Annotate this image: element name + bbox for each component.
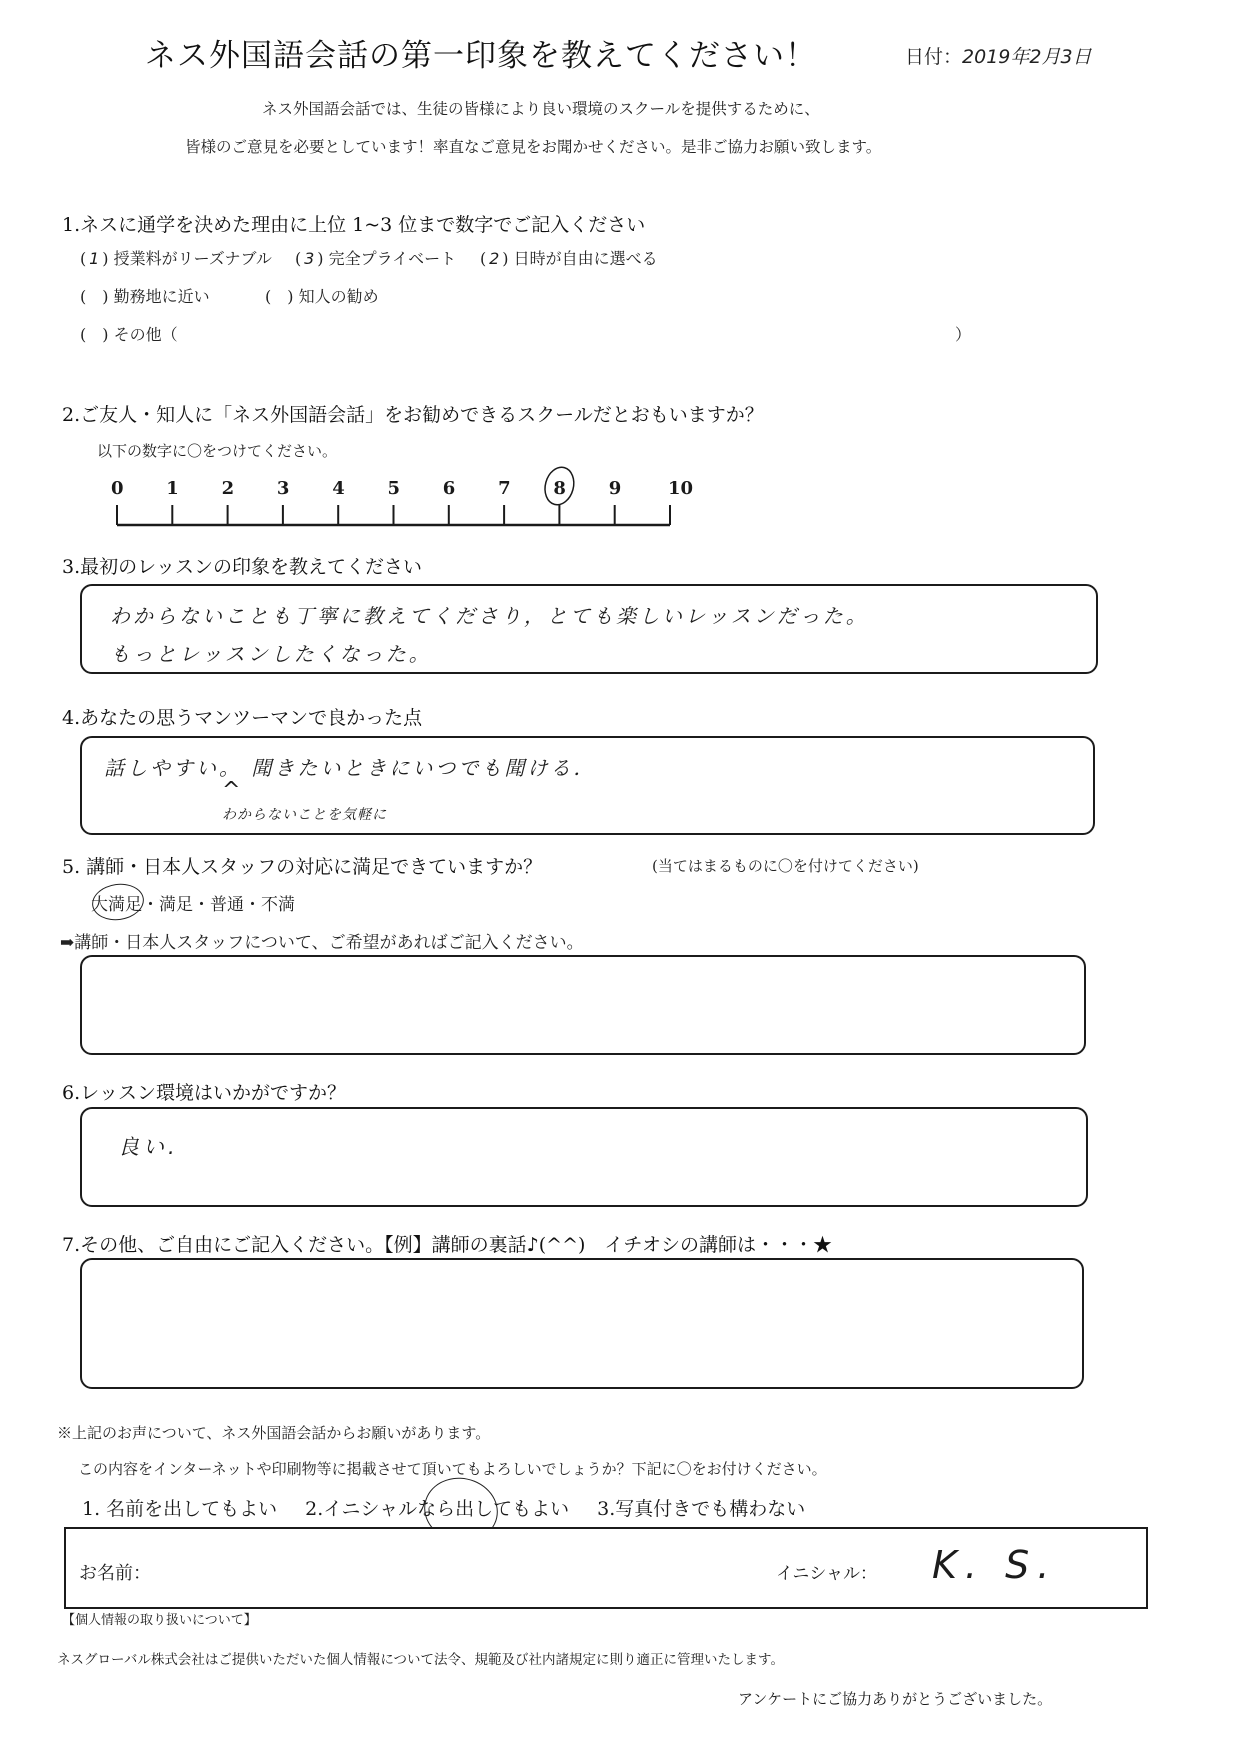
q1-rank: 1 bbox=[89, 249, 100, 268]
q1-option-label: 勤務地に近い bbox=[113, 287, 210, 306]
page-title: ネス外国語会話の第一印象を教えてください！ bbox=[145, 38, 817, 74]
scale-label-10[interactable]: 10 bbox=[668, 478, 694, 499]
scale-label-6[interactable]: 6 bbox=[442, 478, 456, 499]
q2-question: 2.ご友人・知人に「ネス外国語会話」をお勧めできるスクールだとおもいますか？ bbox=[62, 404, 764, 426]
q5-answer-box[interactable] bbox=[80, 955, 1086, 1055]
insert-caret-icon: ^ bbox=[222, 778, 241, 803]
selection-circle bbox=[90, 881, 147, 924]
privacy-text: ネスグローバル株式会社はご提供いただいた個人情報について法令、規範及び社内諸規定に則り適正に管理いたします。 bbox=[57, 1652, 784, 1668]
q1-option-label: 知人の勧め bbox=[298, 287, 379, 306]
q1-question: 1.ネスに通学を決めた理由に上位 1~3 位まで数字でご記入ください bbox=[62, 214, 646, 236]
scale-label-0[interactable]: 0 bbox=[111, 478, 124, 499]
consent-request: この内容をインターネットや印刷物等に掲載させて頂いてもよろしいでしょうか？下記に〇をお付けください。 bbox=[78, 1460, 827, 1478]
q5-choice-neutral[interactable]: 普通 bbox=[210, 895, 244, 915]
q1-option-label: 日時が自由に選べる bbox=[513, 249, 658, 268]
q6-question: 6.レッスン環境はいかがですか？ bbox=[62, 1082, 346, 1104]
consent-option-name[interactable]: 1. 名前を出してもよい bbox=[82, 1498, 278, 1520]
q1-option-3[interactable]: ( 2 ) 日時が自由に選べる bbox=[480, 249, 658, 268]
initial-label: イニシャル： bbox=[776, 1564, 877, 1584]
date-value: 2019年2月3日 bbox=[962, 46, 1092, 68]
q6-answer-box[interactable] bbox=[80, 1107, 1088, 1207]
scale-label-5[interactable]: 5 bbox=[387, 478, 401, 499]
separator: ・ bbox=[193, 895, 210, 915]
q1-option-6[interactable]: ( ) その他（ bbox=[80, 325, 178, 344]
q3-answer-line-2: もっとレッスンしたくなった。 bbox=[110, 642, 432, 666]
separator: ・ bbox=[142, 895, 159, 915]
privacy-heading: 【個人情報の取り扱いについて】 bbox=[62, 1613, 257, 1628]
date-label: 日付： bbox=[905, 46, 963, 68]
q4-question: 4.あなたの思うマンツーマンで良かった点 bbox=[62, 707, 423, 729]
scale-label-2[interactable]: 2 bbox=[221, 478, 235, 499]
intro-line-1: ネス外国語会話では、生徒の皆様により良い環境のスクールを提供するために、 bbox=[262, 100, 820, 118]
q5-choice-dissatisfied[interactable]: 不満 bbox=[261, 895, 295, 915]
q1-rank: 2 bbox=[489, 249, 500, 268]
arrow-right-icon: ➡ bbox=[60, 933, 75, 953]
q1-option-label: 授業料がリーズナブル bbox=[113, 249, 272, 268]
q5-followup-text: 講師・日本人スタッフについて、ご希望があればご記入ください。 bbox=[74, 933, 584, 953]
q1-rank: 3 bbox=[304, 249, 315, 268]
scale-label-7[interactable]: 7 bbox=[498, 478, 511, 499]
q1-option-2[interactable]: ( 3 ) 完全プライベート bbox=[295, 249, 457, 268]
q6-answer: 良い. bbox=[118, 1135, 179, 1159]
q5-question: 5. 講師・日本人スタッフの対応に満足できていますか？ bbox=[62, 856, 543, 878]
q1-option-4[interactable]: ( ) 勤務地に近い bbox=[80, 287, 210, 306]
thanks-text: アンケートにご協力ありがとうございました。 bbox=[738, 1690, 1053, 1708]
scale-label-1[interactable]: 1 bbox=[166, 478, 179, 499]
q5-instruction: (当てはまるものに〇を付けてください) bbox=[652, 857, 919, 875]
initial-field[interactable]: K. S. bbox=[932, 1543, 1058, 1587]
q1-option-label: 完全プライベート bbox=[328, 249, 457, 268]
rating-scale bbox=[0, 0, 1241, 560]
scale-label-8[interactable]: 8 bbox=[553, 478, 566, 499]
q7-answer-box[interactable] bbox=[80, 1258, 1084, 1389]
q5-choice-satisfied[interactable]: 満足 bbox=[159, 895, 193, 915]
q1-option-1[interactable]: ( 1 ) 授業料がリーズナブル bbox=[80, 249, 272, 268]
signature-box bbox=[64, 1527, 1148, 1609]
q3-answer-line-1: わからないことも丁寧に教えてくださり，とても楽しいレッスンだった。 bbox=[110, 604, 869, 628]
consent-option-photo[interactable]: 3.写真付きでも構わない bbox=[597, 1498, 806, 1520]
q5-followup bbox=[60, 928, 584, 953]
q1-option-5[interactable]: ( ) 知人の勧め bbox=[265, 287, 379, 306]
intro-line-2: 皆様のご意見を必要としています！率直なご意見をお聞かせください。是非ご協力お願い致します。 bbox=[185, 138, 882, 156]
q4-answer-box[interactable] bbox=[80, 736, 1095, 835]
q1-other-close: ） bbox=[955, 325, 972, 344]
q4-answer-line-1: 話しやすい。 聞きたいときにいつでも聞ける． bbox=[104, 756, 597, 780]
q2-instruction: 以下の数字に〇をつけてください。 bbox=[97, 442, 338, 460]
scale-label-9[interactable]: 9 bbox=[608, 478, 622, 499]
consent-note: ※上記のお声について、ネス外国語会話からお願いがあります。 bbox=[57, 1424, 491, 1442]
q7-question: 7.その他、ご自由にご記入ください。【例】講師の裏話♪(^^) イチオシの講師は・・・★ bbox=[62, 1234, 833, 1256]
consent-option-initial[interactable]: 2.イニシャルなら出してもよい bbox=[305, 1498, 570, 1520]
separator: ・ bbox=[244, 895, 261, 915]
q3-answer-box[interactable] bbox=[80, 584, 1098, 674]
scale-label-4[interactable]: 4 bbox=[332, 478, 345, 499]
scale-label-3[interactable]: 3 bbox=[276, 478, 290, 499]
q1-option-label: その他（ bbox=[113, 325, 178, 344]
q4-answer-insert: わからないことを気軽に bbox=[222, 807, 387, 823]
name-label: お名前： bbox=[79, 1563, 151, 1584]
q3-question: 3.最初のレッスンの印象を教えてください bbox=[62, 556, 422, 578]
q5-choice-very-satisfied[interactable]: 大満足 bbox=[91, 895, 142, 915]
